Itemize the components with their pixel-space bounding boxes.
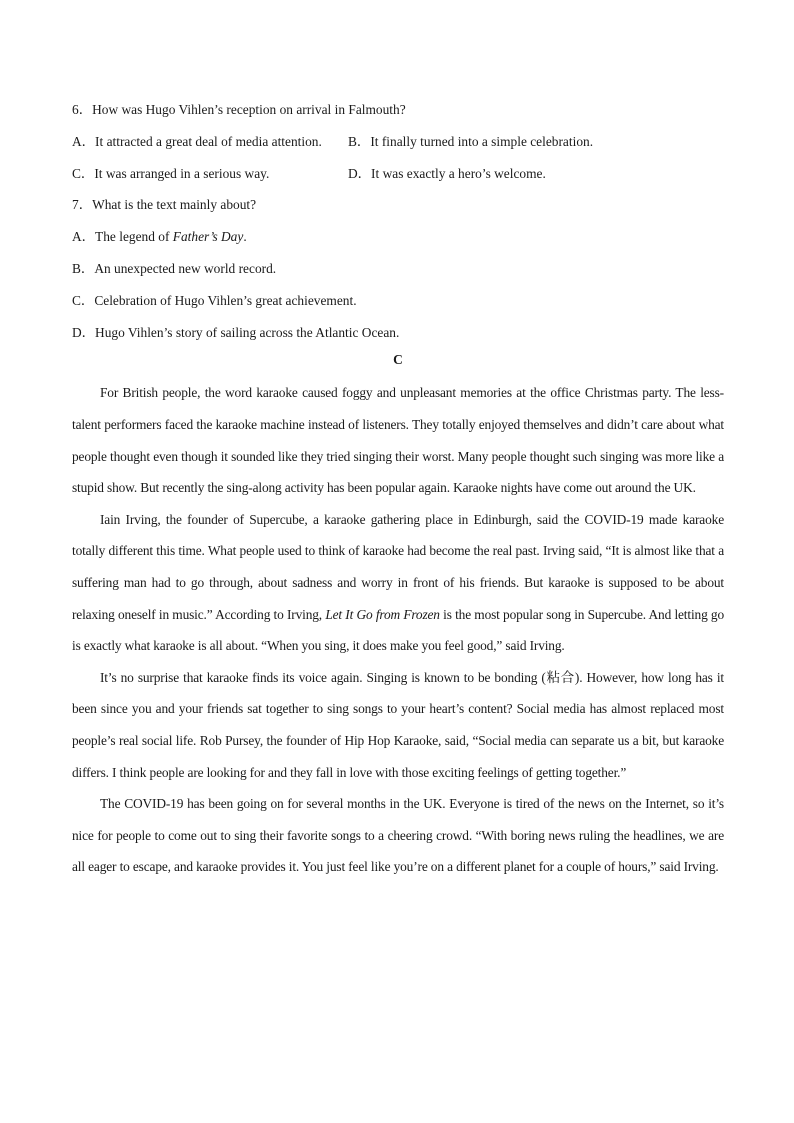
question-6-option-c: C．It was arranged in a serious way. — [72, 165, 270, 181]
passage-paragraph-1: For British people, the word karaoke caused foggy and unpleasant memories at the office Christmas party. The less-talent performers faced the karaoke machine instead of listeners. They totally enjoyed themselves and didn’t care about what people thought even though it sounded like they tried singing their worst. Many people thought such singing was more like a stupid show. But recently the sing-along activity has been popular again. Karaoke nights have come out around the UK. — [72, 385, 724, 496]
question-7-option-b: B．An unexpected new world record. — [72, 260, 277, 276]
question-7-option-a — [72, 228, 724, 260]
passage-paragraph-3: It’s no surprise that karaoke finds its voice again. Singing is known to be bonding (粘合). However, how long has it been since you and your friends sat together to sing songs to your heart’s content? Social media has almost replaced most people’s real social life. Rob Pursey, the founder of Hip Hop Karaoke, said, “Social media can separate us a bit, but karaoke differs. I think people are looking for and they fall in love with those exciting feelings of getting together.” — [72, 669, 724, 780]
question-7-option-a-prefix: A．The legend of — [72, 229, 173, 245]
section-title: C — [393, 352, 403, 368]
question-7-option-a-suffix: . — [243, 229, 247, 245]
passage-paragraph-2 — [72, 504, 724, 662]
passage-paragraph-2-part-1: Iain Irving, the founder of Supercube, a karaoke gathering place in Edinburgh, said the COVID-19 made karaoke totally different this time. What people used to think of karaoke had become the real past. Irving said, “It is almost like that a suffering man had to go through, about sadness and worry in front of his friends. But karaoke is supposed to be about relaxing oneself in music.” According to Irving, — [72, 511, 724, 622]
question-6-option-d: D．It was exactly a hero’s welcome. — [348, 165, 546, 181]
question-7-option-c: C．Celebration of Hugo Vihlen’s great achievement. — [72, 292, 357, 308]
question-6-options-row-2 — [72, 165, 724, 197]
question-7-option-a-title: Father’s Day — [172, 229, 244, 245]
passage-paragraph-4: The COVID-19 has been going on for several months in the UK. Everyone is tired of the news on the Internet, so it’s nice for people to come out to sing their favorite songs to a cheering crowd. “With boring news ruling the headlines, we are all eager to escape, and karaoke provides it. You just feel like you’re on a different planet for a couple of hours,” said Irving. — [72, 796, 724, 875]
question-7-option-d: D．Hugo Vihlen’s story of sailing across the Atlantic Ocean. — [72, 324, 400, 340]
question-6-options-row-1 — [72, 133, 724, 165]
question-6-option-b: B．It finally turned into a simple celebration. — [348, 133, 594, 149]
question-6-option-a: A．It attracted a great deal of media attention. — [72, 133, 322, 149]
passage-paragraph-2-part-2: is the most popular song in Supercube. And letting go is exactly what karaoke is all about. “When you sing, it does make you feel good,” said Irving. — [72, 606, 724, 654]
question-6-stem: 6．How was Hugo Vihlen’s reception on arrival in Falmouth? — [72, 102, 406, 117]
question-7-stem: 7．What is the text mainly about? — [72, 197, 257, 213]
passage-song-title: Let It Go from Frozen — [325, 606, 440, 622]
